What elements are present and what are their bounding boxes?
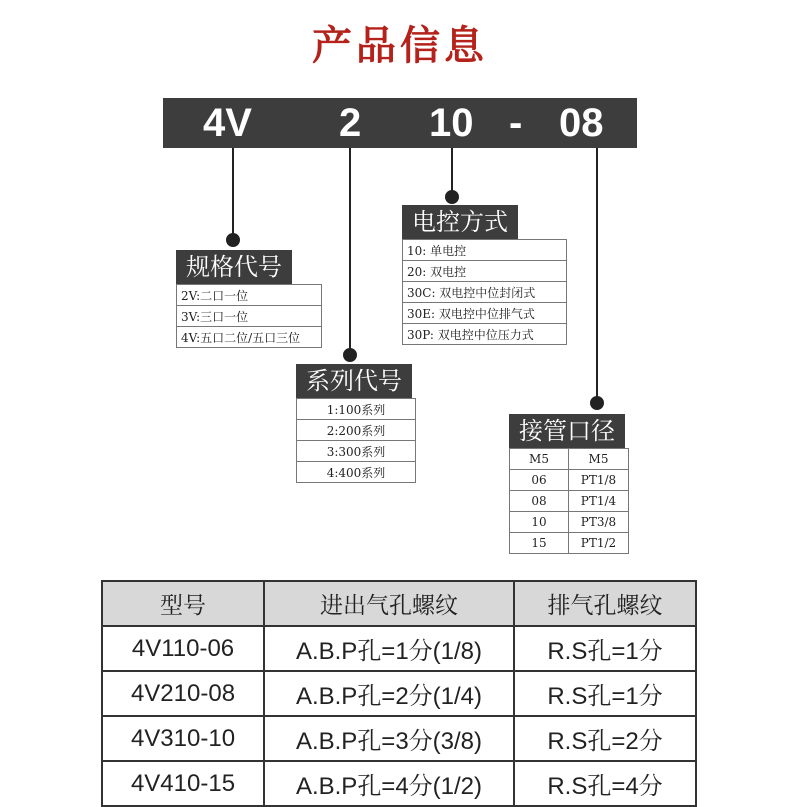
table-cell: 15 xyxy=(510,533,569,554)
table-cell: R.S孔=4分 xyxy=(514,761,696,806)
table-cell: PT1/4 xyxy=(569,491,629,512)
list-item: 3:300系列 xyxy=(297,441,416,462)
table-cell: 4V410-15 xyxy=(102,761,264,806)
table-cell: A.B.P孔=3分(3/8) xyxy=(264,716,514,761)
table-cell: M5 xyxy=(569,449,629,470)
connector-dot xyxy=(591,397,603,409)
list-item: 2:200系列 xyxy=(297,420,416,441)
spec-code-title: 规格代号 xyxy=(176,250,292,284)
port-size-box xyxy=(509,414,629,554)
spec-table-container xyxy=(101,580,697,807)
port-size-title: 接管口径 xyxy=(509,414,625,448)
connector-dot xyxy=(344,349,356,361)
code-port-size: 08 xyxy=(559,101,604,145)
table-row xyxy=(102,716,696,761)
table-cell: 10 xyxy=(510,512,569,533)
col-header-model: 型号 xyxy=(102,581,264,626)
list-item: 4:400系列 xyxy=(297,462,416,483)
list-item: 30C: 双电控中位封闭式 xyxy=(403,282,567,303)
list-item: 2V:二口一位 xyxy=(177,285,322,306)
col-header-inlet-thread: 进出气孔螺纹 xyxy=(264,581,514,626)
control-type-table xyxy=(402,239,567,345)
table-cell: 08 xyxy=(510,491,569,512)
connector-dot xyxy=(227,234,239,246)
table-cell: R.S孔=1分 xyxy=(514,626,696,671)
table-cell: R.S孔=2分 xyxy=(514,716,696,761)
code-dash: - xyxy=(509,101,523,145)
connector-dot xyxy=(446,191,458,203)
series-code-title: 系列代号 xyxy=(296,364,412,398)
control-type-title: 电控方式 xyxy=(402,205,518,239)
list-item: 3V:三口一位 xyxy=(177,306,322,327)
table-cell: 4V310-10 xyxy=(102,716,264,761)
col-header-exhaust-thread: 排气孔螺纹 xyxy=(514,581,696,626)
table-cell: PT1/8 xyxy=(569,470,629,491)
spec-code-box xyxy=(176,250,322,348)
table-row xyxy=(102,626,696,671)
table-cell: 4V110-06 xyxy=(102,626,264,671)
list-item: 30E: 双电控中位排气式 xyxy=(403,303,567,324)
table-cell: 4V210-08 xyxy=(102,671,264,716)
table-row xyxy=(102,761,696,806)
table-cell: 06 xyxy=(510,470,569,491)
list-item: 20: 双电控 xyxy=(403,261,567,282)
table-row xyxy=(102,671,696,716)
code-control-type: 10 xyxy=(429,101,474,145)
page-title: 产品信息 xyxy=(312,23,488,69)
table-header-row xyxy=(102,581,696,626)
list-item: 10: 单电控 xyxy=(403,240,567,261)
control-type-box xyxy=(402,205,567,345)
table-cell: A.B.P孔=4分(1/2) xyxy=(264,761,514,806)
table-cell: PT1/2 xyxy=(569,533,629,554)
series-code-table xyxy=(296,398,416,483)
spec-table xyxy=(101,580,697,807)
series-code-box xyxy=(296,364,416,483)
code-series-type: 4V xyxy=(203,101,252,145)
port-size-table xyxy=(509,448,629,554)
list-item: 4V:五口二位/五口三位 xyxy=(177,327,322,348)
spec-code-table xyxy=(176,284,322,348)
list-item: 1:100系列 xyxy=(297,399,416,420)
table-cell: A.B.P孔=1分(1/8) xyxy=(264,626,514,671)
table-cell: M5 xyxy=(510,449,569,470)
table-cell: R.S孔=1分 xyxy=(514,671,696,716)
list-item: 30P: 双电控中位压力式 xyxy=(403,324,567,345)
table-cell: PT3/8 xyxy=(569,512,629,533)
table-cell: A.B.P孔=2分(1/4) xyxy=(264,671,514,716)
code-series-number: 2 xyxy=(339,101,362,145)
